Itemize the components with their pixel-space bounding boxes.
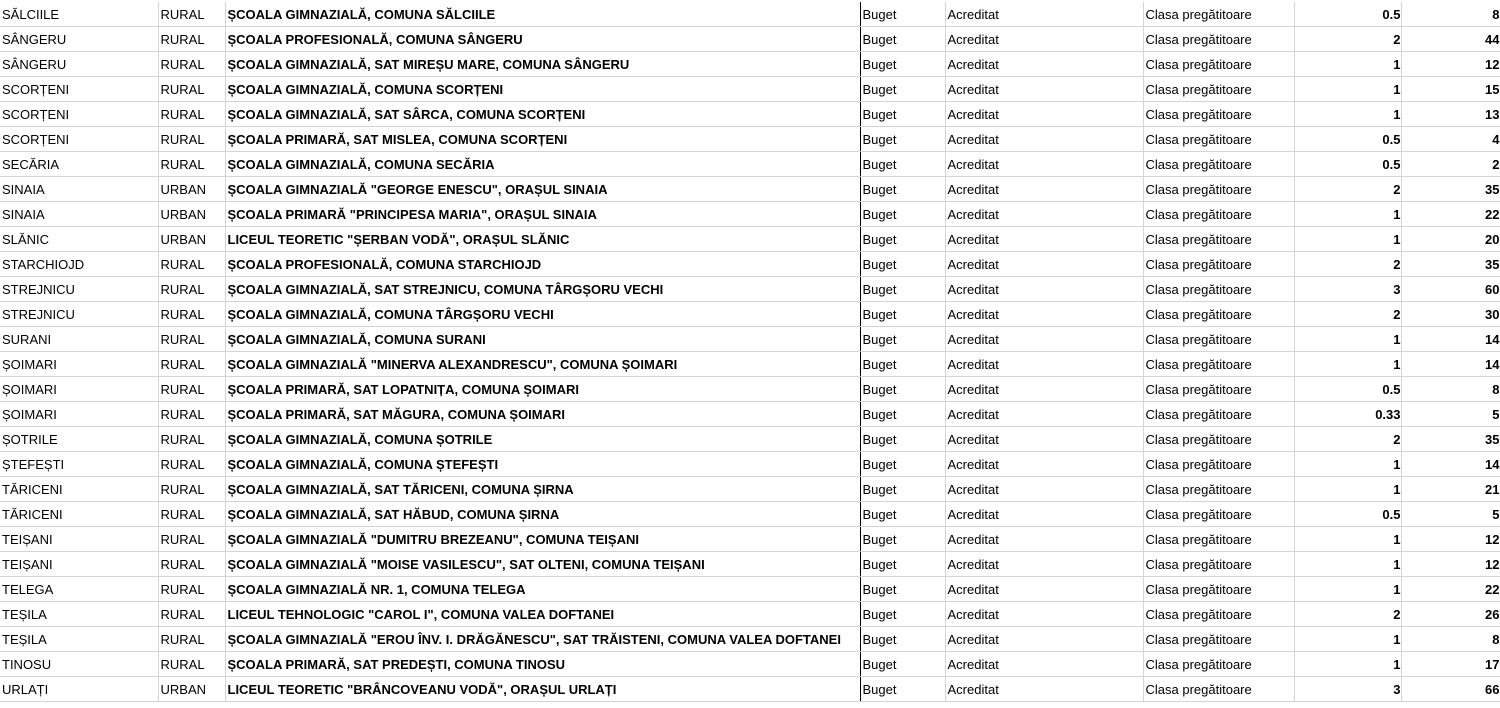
table-row [0, 602, 1500, 627]
table-row [0, 152, 1500, 177]
table-row [0, 452, 1500, 477]
cell-area[interactable]: RURAL [158, 602, 225, 627]
cell-classes[interactable]: 1 [1294, 52, 1401, 77]
table-row [0, 377, 1500, 402]
cell-status[interactable]: Acreditat [945, 477, 1143, 502]
cell-classes[interactable]: 1 [1294, 352, 1401, 377]
cell-level[interactable]: Clasa pregătitoare [1143, 627, 1294, 652]
cell-funding[interactable]: Buget [860, 652, 945, 677]
cell-classes[interactable]: 0.5 [1294, 152, 1401, 177]
table-row [0, 302, 1500, 327]
cell-classes[interactable]: 1 [1294, 552, 1401, 577]
cell-funding[interactable]: Buget [860, 677, 945, 702]
cell-places[interactable]: 44 [1401, 27, 1500, 52]
cell-level[interactable]: Clasa pregătitoare [1143, 252, 1294, 277]
cell-school-name[interactable]: ȘCOALA PRIMARĂ, SAT MISLEA, COMUNA SCORȚENI [225, 127, 860, 152]
cell-area[interactable]: RURAL [158, 352, 225, 377]
cell-places[interactable]: 12 [1401, 527, 1500, 552]
cell-funding[interactable]: Buget [860, 52, 945, 77]
cell-area[interactable]: RURAL [158, 327, 225, 352]
cell-classes[interactable]: 1 [1294, 527, 1401, 552]
table-row [0, 102, 1500, 127]
cell-funding[interactable]: Buget [860, 477, 945, 502]
cell-area[interactable]: RURAL [158, 502, 225, 527]
cell-status[interactable]: Acreditat [945, 27, 1143, 52]
cell-status[interactable]: Acreditat [945, 452, 1143, 477]
cell-status[interactable]: Acreditat [945, 577, 1143, 602]
cell-places[interactable]: 12 [1401, 52, 1500, 77]
cell-school-name[interactable]: LICEUL TEORETIC "BRÂNCOVEANU VODĂ", ORAȘUL URLAȚI [225, 677, 860, 702]
cell-school-name[interactable]: ȘCOALA PRIMARĂ, SAT PREDEȘTI, COMUNA TINOSU [225, 652, 860, 677]
table-row [0, 327, 1500, 352]
cell-area[interactable]: RURAL [158, 577, 225, 602]
cell-classes[interactable]: 0.33 [1294, 402, 1401, 427]
cell-places[interactable]: 13 [1401, 102, 1500, 127]
cell-level[interactable]: Clasa pregătitoare [1143, 227, 1294, 252]
cell-places[interactable]: 5 [1401, 502, 1500, 527]
cell-area[interactable]: RURAL [158, 52, 225, 77]
cell-classes[interactable]: 1 [1294, 327, 1401, 352]
cell-level[interactable]: Clasa pregătitoare [1143, 402, 1294, 427]
cell-funding[interactable]: Buget [860, 27, 945, 52]
table-row [0, 27, 1500, 52]
cell-level[interactable]: Clasa pregătitoare [1143, 377, 1294, 402]
cell-places[interactable]: 8 [1401, 627, 1500, 652]
cell-level[interactable]: Clasa pregătitoare [1143, 502, 1294, 527]
cell-area[interactable]: RURAL [158, 377, 225, 402]
cell-level[interactable]: Clasa pregătitoare [1143, 327, 1294, 352]
cell-status[interactable]: Acreditat [945, 302, 1143, 327]
cell-funding[interactable]: Buget [860, 602, 945, 627]
cell-classes[interactable]: 1 [1294, 577, 1401, 602]
cell-funding[interactable]: Buget [860, 252, 945, 277]
cell-level[interactable]: Clasa pregătitoare [1143, 102, 1294, 127]
cell-level[interactable]: Clasa pregătitoare [1143, 527, 1294, 552]
cell-level[interactable]: Clasa pregătitoare [1143, 152, 1294, 177]
table-row [0, 202, 1500, 227]
cell-area[interactable]: RURAL [158, 402, 225, 427]
cell-places[interactable]: 66 [1401, 677, 1500, 702]
cell-school-name[interactable]: ȘCOALA GIMNAZIALĂ "EROU ÎNV. I. DRĂGĂNESCU", SAT TRĂISTENI, COMUNA VALEA DOFTANEI [225, 627, 860, 652]
cell-places[interactable]: 35 [1401, 252, 1500, 277]
cell-classes[interactable]: 1 [1294, 627, 1401, 652]
cell-school-name[interactable]: ȘCOALA GIMNAZIALĂ, SAT TĂRICENI, COMUNA ȘIRNA [225, 477, 860, 502]
cell-places[interactable]: 5 [1401, 402, 1500, 427]
cell-funding[interactable]: Buget [860, 352, 945, 377]
cell-places[interactable]: 30 [1401, 302, 1500, 327]
table-row [0, 552, 1500, 577]
cell-status[interactable]: Acreditat [945, 377, 1143, 402]
cell-level[interactable]: Clasa pregătitoare [1143, 302, 1294, 327]
cell-status[interactable]: Acreditat [945, 352, 1143, 377]
cell-area[interactable]: RURAL [158, 277, 225, 302]
cell-funding[interactable]: Buget [860, 452, 945, 477]
cell-classes[interactable]: 2 [1294, 427, 1401, 452]
table-row [0, 627, 1500, 652]
cell-school-name[interactable]: ȘCOALA GIMNAZIALĂ NR. 1, COMUNA TELEGA [225, 577, 860, 602]
cell-locality[interactable]: SLĂNIC [0, 227, 158, 252]
cell-area[interactable]: RURAL [158, 427, 225, 452]
cell-area[interactable]: RURAL [158, 627, 225, 652]
cell-funding[interactable]: Buget [860, 2, 945, 27]
cell-locality[interactable]: TEIȘANI [0, 552, 158, 577]
cell-level[interactable]: Clasa pregătitoare [1143, 352, 1294, 377]
cell-level[interactable]: Clasa pregătitoare [1143, 577, 1294, 602]
cell-classes[interactable]: 1 [1294, 227, 1401, 252]
cell-classes[interactable]: 0.5 [1294, 2, 1401, 27]
cell-places[interactable]: 14 [1401, 327, 1500, 352]
cell-locality[interactable]: SURANI [0, 327, 158, 352]
cell-places[interactable]: 20 [1401, 227, 1500, 252]
cell-places[interactable]: 60 [1401, 277, 1500, 302]
cell-classes[interactable]: 0.5 [1294, 127, 1401, 152]
cell-status[interactable]: Acreditat [945, 627, 1143, 652]
cell-level[interactable]: Clasa pregătitoare [1143, 77, 1294, 102]
cell-status[interactable]: Acreditat [945, 602, 1143, 627]
cell-area[interactable]: RURAL [158, 452, 225, 477]
cell-area[interactable]: RURAL [158, 127, 225, 152]
cell-school-name[interactable]: ȘCOALA GIMNAZIALĂ, SAT STREJNICU, COMUNA TÂRGȘORU VECHI [225, 277, 860, 302]
cell-area[interactable]: URBAN [158, 202, 225, 227]
cell-places[interactable]: 2 [1401, 152, 1500, 177]
cell-status[interactable]: Acreditat [945, 127, 1143, 152]
cell-funding[interactable]: Buget [860, 102, 945, 127]
table-row [0, 402, 1500, 427]
cell-locality[interactable]: TEIȘANI [0, 527, 158, 552]
table-row [0, 677, 1500, 702]
cell-locality[interactable]: SÂNGERU [0, 52, 158, 77]
table-row [0, 502, 1500, 527]
cell-places[interactable]: 14 [1401, 452, 1500, 477]
cell-status[interactable]: Acreditat [945, 502, 1143, 527]
cell-area[interactable]: RURAL [158, 552, 225, 577]
cell-locality[interactable]: TEȘILA [0, 602, 158, 627]
cell-status[interactable]: Acreditat [945, 202, 1143, 227]
cell-locality[interactable]: SCORȚENI [0, 102, 158, 127]
cell-status[interactable]: Acreditat [945, 677, 1143, 702]
cell-status[interactable]: Acreditat [945, 252, 1143, 277]
cell-classes[interactable]: 1 [1294, 652, 1401, 677]
cell-status[interactable]: Acreditat [945, 102, 1143, 127]
cell-level[interactable]: Clasa pregătitoare [1143, 2, 1294, 27]
table-row [0, 352, 1500, 377]
cell-places[interactable]: 35 [1401, 427, 1500, 452]
cell-places[interactable]: 17 [1401, 652, 1500, 677]
cell-locality[interactable]: SINAIA [0, 177, 158, 202]
cell-funding[interactable]: Buget [860, 177, 945, 202]
cell-area[interactable]: RURAL [158, 2, 225, 27]
cell-area[interactable]: URBAN [158, 677, 225, 702]
cell-classes[interactable]: 1 [1294, 477, 1401, 502]
table-row [0, 427, 1500, 452]
cell-area[interactable]: URBAN [158, 177, 225, 202]
table-row [0, 177, 1500, 202]
cell-classes[interactable]: 1 [1294, 77, 1401, 102]
cell-places[interactable]: 22 [1401, 577, 1500, 602]
cell-locality[interactable]: STARCHIOJD [0, 252, 158, 277]
cell-locality[interactable]: SCORȚENI [0, 127, 158, 152]
cell-places[interactable]: 26 [1401, 602, 1500, 627]
cell-places[interactable]: 21 [1401, 477, 1500, 502]
cell-funding[interactable]: Buget [860, 627, 945, 652]
cell-classes[interactable]: 3 [1294, 277, 1401, 302]
cell-level[interactable]: Clasa pregătitoare [1143, 452, 1294, 477]
cell-places[interactable]: 22 [1401, 202, 1500, 227]
cell-level[interactable]: Clasa pregătitoare [1143, 477, 1294, 502]
cell-area[interactable]: RURAL [158, 652, 225, 677]
cell-locality[interactable]: TĂRICENI [0, 477, 158, 502]
cell-classes[interactable]: 2 [1294, 252, 1401, 277]
cell-locality[interactable]: SÂNGERU [0, 27, 158, 52]
cell-locality[interactable]: TELEGA [0, 577, 158, 602]
table-row [0, 277, 1500, 302]
cell-classes[interactable]: 0.5 [1294, 377, 1401, 402]
cell-level[interactable]: Clasa pregătitoare [1143, 652, 1294, 677]
cell-school-name[interactable]: ȘCOALA GIMNAZIALĂ "MINERVA ALEXANDRESCU", COMUNA ȘOIMARI [225, 352, 860, 377]
table-row [0, 2, 1500, 27]
cell-locality[interactable]: SECĂRIA [0, 152, 158, 177]
cell-school-name[interactable]: ȘCOALA GIMNAZIALĂ "GEORGE ENESCU", ORAȘUL SINAIA [225, 177, 860, 202]
cell-level[interactable]: Clasa pregătitoare [1143, 202, 1294, 227]
cell-area[interactable]: RURAL [158, 302, 225, 327]
cell-locality[interactable]: TĂRICENI [0, 502, 158, 527]
table-row [0, 227, 1500, 252]
table-row [0, 577, 1500, 602]
cell-area[interactable]: RURAL [158, 527, 225, 552]
cell-status[interactable]: Acreditat [945, 527, 1143, 552]
cell-level[interactable]: Clasa pregătitoare [1143, 552, 1294, 577]
cell-school-name[interactable]: LICEUL TEHNOLOGIC "CAROL I", COMUNA VALEA DOFTANEI [225, 602, 860, 627]
table-row [0, 527, 1500, 552]
cell-status[interactable]: Acreditat [945, 227, 1143, 252]
cell-school-name[interactable]: ȘCOALA GIMNAZIALĂ, SAT MIREȘU MARE, COMUNA SÂNGERU [225, 52, 860, 77]
cell-school-name[interactable]: ȘCOALA PROFESIONALĂ, COMUNA STARCHIOJD [225, 252, 860, 277]
cell-status[interactable]: Acreditat [945, 552, 1143, 577]
cell-school-name[interactable]: ȘCOALA GIMNAZIALĂ "DUMITRU BREZEANU", COMUNA TEIȘANI [225, 527, 860, 552]
cell-area[interactable]: RURAL [158, 477, 225, 502]
cell-level[interactable]: Clasa pregătitoare [1143, 677, 1294, 702]
cell-funding[interactable]: Buget [860, 327, 945, 352]
cell-school-name[interactable]: ȘCOALA GIMNAZIALĂ, COMUNA SURANI [225, 327, 860, 352]
cell-funding[interactable]: Buget [860, 527, 945, 552]
cell-places[interactable]: 8 [1401, 2, 1500, 27]
cell-locality[interactable]: SĂLCIILE [0, 2, 158, 27]
cell-school-name[interactable]: ȘCOALA PRIMARĂ, SAT LOPATNIȚA, COMUNA ȘOIMARI [225, 377, 860, 402]
cell-status[interactable]: Acreditat [945, 2, 1143, 27]
table-row [0, 252, 1500, 277]
cell-places[interactable]: 15 [1401, 77, 1500, 102]
cell-funding[interactable]: Buget [860, 502, 945, 527]
cell-status[interactable]: Acreditat [945, 77, 1143, 102]
cell-funding[interactable]: Buget [860, 577, 945, 602]
cell-funding[interactable]: Buget [860, 552, 945, 577]
cell-area[interactable]: RURAL [158, 102, 225, 127]
cell-funding[interactable]: Buget [860, 77, 945, 102]
cell-school-name[interactable]: ȘCOALA GIMNAZIALĂ, COMUNA TÂRGȘORU VECHI [225, 302, 860, 327]
cell-locality[interactable]: STREJNICU [0, 302, 158, 327]
cell-school-name[interactable]: ȘCOALA GIMNAZIALĂ, COMUNA SĂLCIILE [225, 2, 860, 27]
cell-locality[interactable]: TINOSU [0, 652, 158, 677]
cell-school-name[interactable]: ȘCOALA GIMNAZIALĂ, COMUNA ȘTEFEȘTI [225, 452, 860, 477]
cell-places[interactable]: 14 [1401, 352, 1500, 377]
cell-locality[interactable]: ȘOTRILE [0, 427, 158, 452]
cell-places[interactable]: 8 [1401, 377, 1500, 402]
cell-funding[interactable]: Buget [860, 402, 945, 427]
cell-classes[interactable]: 3 [1294, 677, 1401, 702]
cell-funding[interactable]: Buget [860, 302, 945, 327]
cell-school-name[interactable]: ȘCOALA GIMNAZIALĂ, COMUNA SECĂRIA [225, 152, 860, 177]
cell-funding[interactable]: Buget [860, 202, 945, 227]
cell-area[interactable]: RURAL [158, 27, 225, 52]
table-row [0, 477, 1500, 502]
cell-school-name[interactable]: ȘCOALA PRIMARĂ, SAT MĂGURA, COMUNA ȘOIMARI [225, 402, 860, 427]
cell-classes[interactable]: 2 [1294, 602, 1401, 627]
cell-school-name[interactable]: ȘCOALA PRIMARĂ "PRINCIPESA MARIA", ORAȘUL SINAIA [225, 202, 860, 227]
table-row [0, 652, 1500, 677]
cell-school-name[interactable]: ȘCOALA GIMNAZIALĂ, SAT HĂBUD, COMUNA ȘIRNA [225, 502, 860, 527]
cell-funding[interactable]: Buget [860, 152, 945, 177]
table-row [0, 52, 1500, 77]
cell-area[interactable]: RURAL [158, 77, 225, 102]
cell-locality[interactable]: SINAIA [0, 202, 158, 227]
table-body [0, 2, 1500, 702]
cell-area[interactable]: RURAL [158, 152, 225, 177]
cell-classes[interactable]: 1 [1294, 102, 1401, 127]
cell-funding[interactable]: Buget [860, 377, 945, 402]
cell-level[interactable]: Clasa pregătitoare [1143, 127, 1294, 152]
cell-school-name[interactable]: ȘCOALA GIMNAZIALĂ, COMUNA ȘOTRILE [225, 427, 860, 452]
cell-classes[interactable]: 2 [1294, 177, 1401, 202]
cell-status[interactable]: Acreditat [945, 427, 1143, 452]
cell-places[interactable]: 4 [1401, 127, 1500, 152]
cell-level[interactable]: Clasa pregătitoare [1143, 427, 1294, 452]
cell-status[interactable]: Acreditat [945, 52, 1143, 77]
spreadsheet-table [0, 2, 1500, 702]
cell-school-name[interactable]: LICEUL TEORETIC "ȘERBAN VODĂ", ORAȘUL SLĂNIC [225, 227, 860, 252]
cell-level[interactable]: Clasa pregătitoare [1143, 27, 1294, 52]
cell-level[interactable]: Clasa pregătitoare [1143, 277, 1294, 302]
cell-classes[interactable]: 0.5 [1294, 502, 1401, 527]
cell-status[interactable]: Acreditat [945, 402, 1143, 427]
cell-locality[interactable]: SCORȚENI [0, 77, 158, 102]
cell-locality[interactable]: ȘOIMARI [0, 377, 158, 402]
cell-places[interactable]: 35 [1401, 177, 1500, 202]
cell-classes[interactable]: 1 [1294, 202, 1401, 227]
table-row [0, 127, 1500, 152]
cell-area[interactable]: URBAN [158, 227, 225, 252]
table-row [0, 77, 1500, 102]
cell-status[interactable]: Acreditat [945, 152, 1143, 177]
cell-classes[interactable]: 2 [1294, 27, 1401, 52]
cell-locality[interactable]: STREJNICU [0, 277, 158, 302]
cell-level[interactable]: Clasa pregătitoare [1143, 602, 1294, 627]
cell-funding[interactable]: Buget [860, 277, 945, 302]
cell-school-name[interactable]: ȘCOALA PROFESIONALĂ, COMUNA SÂNGERU [225, 27, 860, 52]
cell-level[interactable]: Clasa pregătitoare [1143, 177, 1294, 202]
cell-locality[interactable]: ȘOIMARI [0, 352, 158, 377]
cell-level[interactable]: Clasa pregătitoare [1143, 52, 1294, 77]
cell-status[interactable]: Acreditat [945, 177, 1143, 202]
cell-locality[interactable]: ȘOIMARI [0, 402, 158, 427]
cell-school-name[interactable]: ȘCOALA GIMNAZIALĂ, SAT SÂRCA, COMUNA SCORȚENI [225, 102, 860, 127]
cell-funding[interactable]: Buget [860, 427, 945, 452]
cell-classes[interactable]: 2 [1294, 302, 1401, 327]
cell-school-name[interactable]: ȘCOALA GIMNAZIALĂ, COMUNA SCORȚENI [225, 77, 860, 102]
cell-school-name[interactable]: ȘCOALA GIMNAZIALĂ "MOISE VASILESCU", SAT OLTENI, COMUNA TEIȘANI [225, 552, 860, 577]
cell-area[interactable]: RURAL [158, 252, 225, 277]
cell-places[interactable]: 12 [1401, 552, 1500, 577]
cell-status[interactable]: Acreditat [945, 652, 1143, 677]
cell-funding[interactable]: Buget [860, 127, 945, 152]
cell-status[interactable]: Acreditat [945, 277, 1143, 302]
cell-locality[interactable]: ȘTEFEȘTI [0, 452, 158, 477]
cell-classes[interactable]: 1 [1294, 452, 1401, 477]
cell-locality[interactable]: URLAȚI [0, 677, 158, 702]
cell-status[interactable]: Acreditat [945, 327, 1143, 352]
cell-locality[interactable]: TEȘILA [0, 627, 158, 652]
cell-funding[interactable]: Buget [860, 227, 945, 252]
